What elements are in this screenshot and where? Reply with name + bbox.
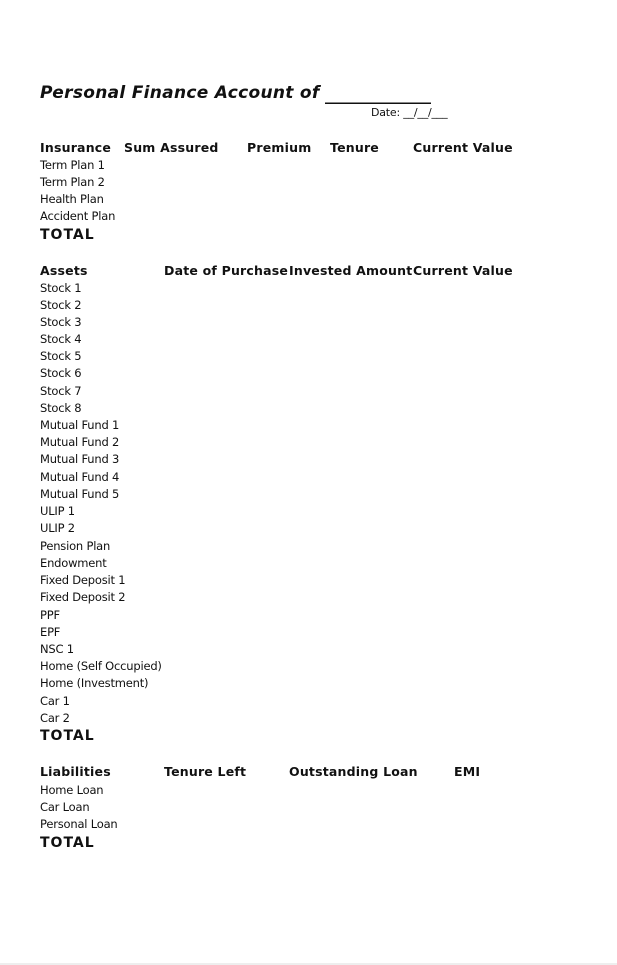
list-item: Stock 8	[40, 401, 82, 415]
list-item: Stock 7	[40, 384, 82, 398]
name-blank: _______________	[325, 85, 430, 104]
outstanding-loan-col-header: Outstanding Loan	[289, 764, 418, 779]
list-item: Home (Investment)	[40, 676, 149, 690]
list-item: Health Plan	[40, 192, 104, 206]
sum-assured-col-header: Sum Assured	[124, 140, 219, 155]
list-item: Home (Self Occupied)	[40, 659, 162, 673]
list-item: PPF	[40, 608, 60, 622]
date-of-purchase-col-header: Date of Purchase	[164, 263, 289, 278]
list-item: Endowment	[40, 556, 107, 570]
list-item: Stock 1	[40, 281, 82, 295]
current-value-col-header: Current Value	[413, 263, 513, 278]
liabilities-col-header: Liabilities	[40, 764, 111, 779]
current-value-col-header: Current Value	[413, 140, 513, 155]
list-item: Home Loan	[40, 783, 104, 797]
page-title: Personal Finance Account of	[40, 83, 320, 103]
list-item: Stock 3	[40, 315, 82, 329]
list-item: Fixed Deposit 2	[40, 590, 126, 604]
list-item: Term Plan 1	[40, 158, 105, 172]
list-item: Stock 5	[40, 349, 82, 363]
list-item: Stock 6	[40, 366, 82, 380]
insurance-total: TOTAL	[40, 227, 95, 243]
list-item: Car 2	[40, 711, 70, 725]
list-item: Accident Plan	[40, 209, 116, 223]
invested-amount-col-header: Invested Amount	[289, 263, 413, 278]
liabilities-total: TOTAL	[40, 835, 95, 851]
tenure-left-col-header: Tenure Left	[164, 764, 247, 779]
insurance-col-header: Insurance	[40, 140, 112, 155]
list-item: Pension Plan	[40, 539, 111, 553]
list-item: Car Loan	[40, 800, 90, 814]
assets-col-header: Assets	[40, 263, 88, 278]
list-item: Mutual Fund 4	[40, 470, 120, 484]
tenure-col-header: Tenure	[330, 140, 379, 155]
list-item: ULIP 2	[40, 521, 75, 535]
list-item: EPF	[40, 625, 61, 639]
list-item: NSC 1	[40, 642, 74, 656]
list-item: Personal Loan	[40, 817, 118, 831]
list-item: Mutual Fund 5	[40, 487, 120, 501]
date-field: Date: __/__/___	[371, 106, 448, 119]
premium-col-header: Premium	[247, 140, 312, 155]
list-item: Car 1	[40, 694, 70, 708]
list-item: Mutual Fund 1	[40, 418, 120, 432]
emi-col-header: EMI	[454, 764, 481, 779]
list-item: Stock 2	[40, 298, 82, 312]
assets-total: TOTAL	[40, 728, 95, 744]
list-item: Mutual Fund 3	[40, 452, 120, 466]
list-item: ULIP 1	[40, 504, 75, 518]
list-item: Mutual Fund 2	[40, 435, 120, 449]
list-item: Fixed Deposit 1	[40, 573, 126, 587]
list-item: Term Plan 2	[40, 175, 105, 189]
list-item: Stock 4	[40, 332, 82, 346]
